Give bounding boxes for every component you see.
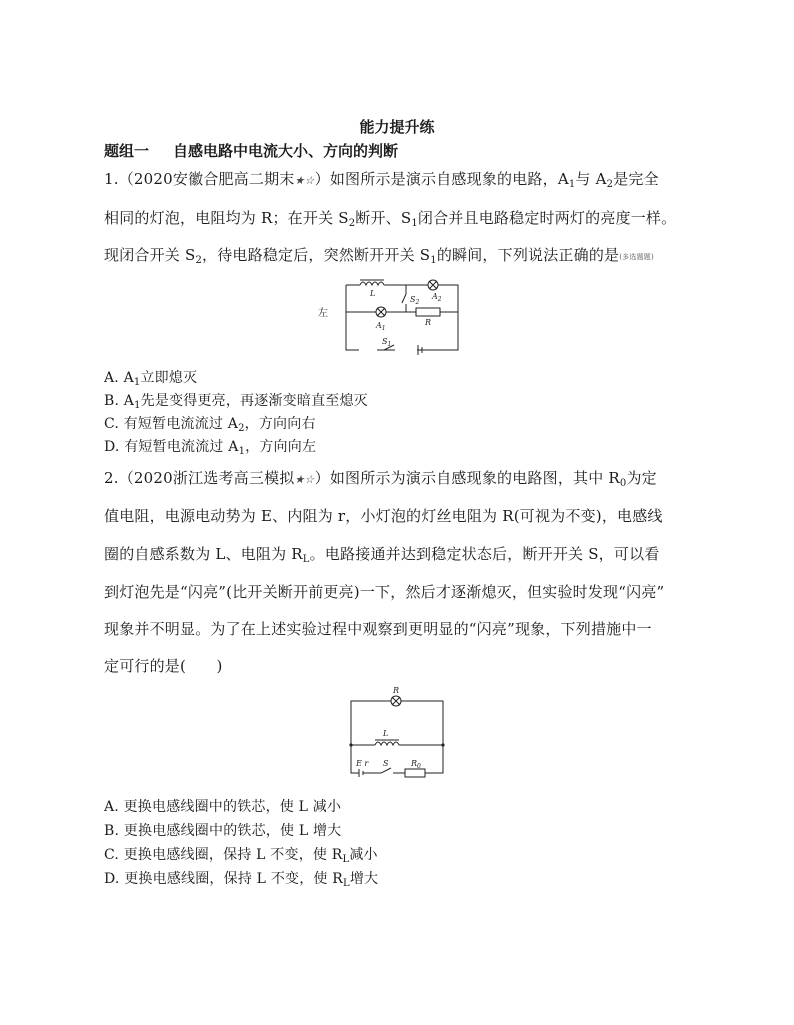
option-text: D. 有短暂电流流过 A (104, 439, 239, 455)
q1-text-c: 是完全 (613, 170, 659, 188)
fig2-source-label: E r (356, 759, 369, 768)
group-heading (104, 140, 398, 161)
fig1-s1-label: $S_1$ (382, 337, 392, 348)
q2-line-1 (104, 467, 657, 488)
q1-sub: 2 (195, 255, 203, 266)
q1-line-3 (104, 244, 654, 265)
q2-option-b[interactable] (104, 820, 341, 840)
option-text: ，方向向右 (244, 416, 316, 432)
q1-line-1 (104, 168, 659, 189)
fig2-r0-label: $R_0$ (411, 759, 421, 770)
multi-choice-tag: (多选题题) (619, 253, 654, 261)
option-text: D. 更换电感线圈，保持 L 不变，使 R (104, 871, 344, 887)
q2-line-3 (104, 543, 660, 564)
q1-text: 的瞬间，下列说法正确的是 (436, 246, 620, 264)
q1-sub: 2 (348, 218, 356, 229)
q2-option-d[interactable] (104, 868, 378, 888)
group-topic: 自感电路中电流大小、方向的判断 (173, 142, 399, 160)
q2-line-6: 定可行的是( ) (104, 657, 223, 675)
difficulty-star-icon: ★☆ (294, 174, 315, 187)
option-text: 增大 (349, 871, 379, 887)
q1-text: 断开、S (355, 209, 412, 227)
q1-text-b: 与 A (575, 170, 607, 188)
q2-option-a[interactable] (104, 796, 341, 816)
option-text: 立即熄灭 (140, 370, 198, 386)
difficulty-star-icon: ★☆ (294, 473, 315, 486)
q1-sub: 1 (568, 179, 576, 190)
option-sub: 1 (133, 377, 141, 388)
q1-text: 相同的灯泡，电阻均为 R；在开关 S (104, 209, 349, 227)
option-sub: 1 (134, 400, 141, 411)
q2-sub: 0 (619, 478, 627, 489)
fig1-s2-label: $S_2$ (410, 295, 420, 306)
fig1-left-label: 左 (318, 308, 328, 319)
fig1-a2-label: $A_2$ (432, 292, 442, 303)
q1-text: 现闭合开关 S (104, 246, 196, 264)
q1-text: ，待电路稳定后，突然断开开关 S (202, 246, 431, 264)
q2-text: 。电路接通并达到稳定状态后，断开开关 S，可以看 (309, 545, 660, 563)
q1-option-d[interactable] (104, 436, 316, 456)
fig2-lamp-label: R (393, 686, 400, 695)
option-text: C. 更换电感线圈，保持 L 不变，使 R (104, 847, 343, 863)
fig1-inductor-label: L (370, 289, 376, 298)
option-sub: L (342, 854, 350, 865)
option-text: A. A (104, 370, 134, 386)
option-sub: 1 (238, 446, 246, 457)
option-text: B. 更换电感线圈中的铁芯，使 L 增大 (104, 823, 342, 839)
q2-text: 为定 (626, 469, 657, 487)
option-text: 减小 (349, 847, 378, 863)
q2-circuit-diagram (345, 683, 451, 779)
q1-option-c[interactable] (104, 413, 316, 433)
q1-text: 闭合并且电路稳定时两灯的亮度一样。 (417, 209, 677, 227)
q1-line-2 (104, 207, 676, 228)
option-text: C. 有短暂电流流过 A (104, 416, 239, 432)
fig1-a1-label: $A_1$ (376, 321, 386, 332)
option-sub: L (343, 878, 350, 889)
q1-option-a[interactable] (104, 367, 197, 387)
option-text: 先是变得更亮，再逐渐变暗直至熄灭 (140, 393, 368, 409)
q2-source: 2.（2020浙江选考高三模拟 (104, 469, 295, 487)
q2-sub: L (302, 554, 310, 565)
option-text: B. A (104, 393, 135, 409)
q2-line-2 (104, 505, 663, 526)
q2-text: 圈的自感系数为 L、电阻为 R (104, 545, 303, 563)
q2-line-4: 到灯泡先是“闪亮”(比开关断开前更亮)一下，然后才逐渐熄灭，但实验时发现“闪亮” (104, 583, 665, 601)
q2-text: 值电阻，电源电动势为 E、内阻为 r，小灯泡的灯丝电阻为 R(可视为不变)，电感线 (104, 507, 663, 525)
q2-option-c[interactable] (104, 844, 378, 864)
option-text: ，方向向左 (245, 439, 317, 455)
fig1-r-label: R (425, 318, 432, 327)
q1-source: 1.（2020安徽合肥高二期末 (104, 170, 295, 188)
q1-option-b[interactable] (104, 390, 368, 410)
q1-circuit-diagram (318, 270, 478, 358)
q1-sub: 1 (430, 255, 437, 266)
group-label: 题组一 (104, 142, 150, 160)
q2-text: ）如图所示为演示自感现象的电路图，其中 R (314, 469, 620, 487)
q1-text-a: ）如图所示是演示自感现象的电路，A (314, 170, 569, 188)
q1-sub: 2 (606, 179, 614, 190)
q2-line-5: 现象并不明显。为了在上述实验过程中观察到更明显的“闪亮”现象，下列措施中一 (104, 620, 652, 638)
option-text: A. 更换电感线圈中的铁芯，使 L 减小 (104, 799, 342, 815)
page-title: 能力提升练 (359, 118, 435, 136)
q1-sub: 1 (411, 218, 418, 229)
fig2-inductor-label: L (383, 729, 389, 738)
fig2-switch-label: S (383, 759, 389, 768)
option-sub: 2 (238, 423, 245, 434)
